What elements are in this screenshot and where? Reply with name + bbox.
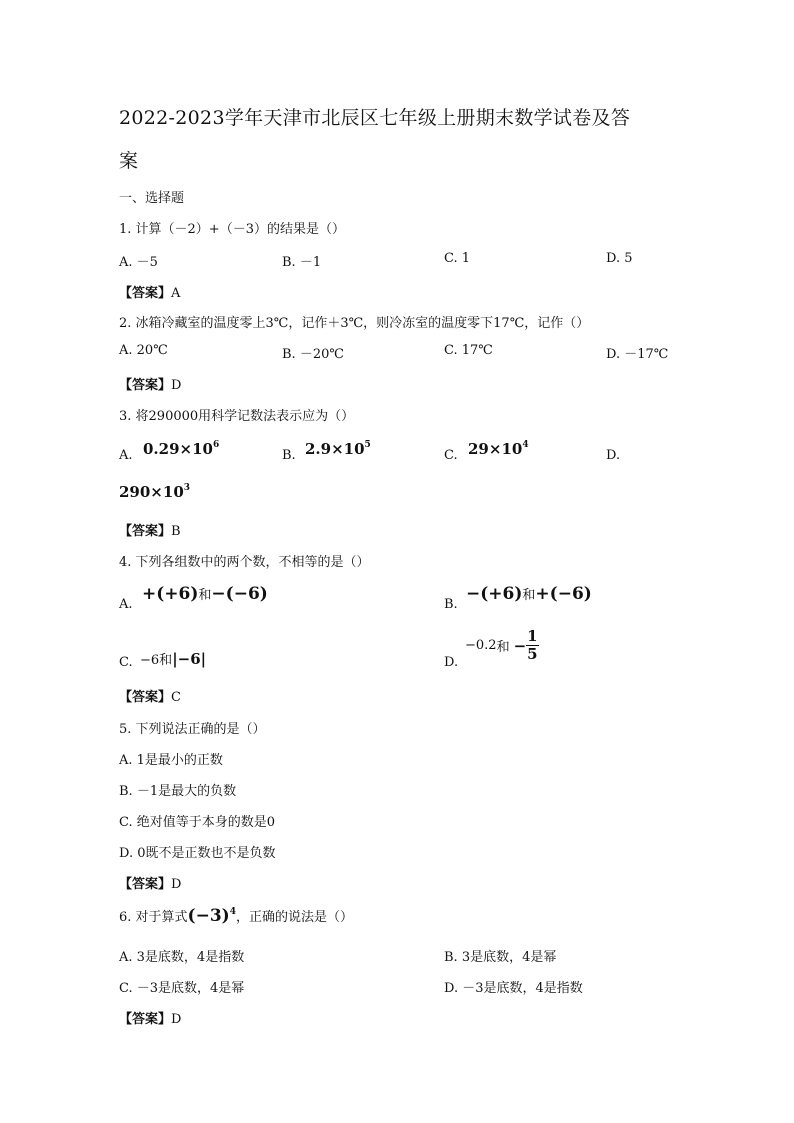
expr-right: −(−6) <box>211 584 268 604</box>
question-4-option-b-expression <box>466 584 592 604</box>
question-5-stem: 5. 下列说法正确的是（） <box>119 722 266 737</box>
document-title-line-1: 2022-2023学年天津市北辰区七年级上册期末数学试卷及答 <box>119 107 631 129</box>
answer-value: D <box>171 877 182 892</box>
answer-label: 【答案】 <box>119 286 172 301</box>
expr-base: 2.9×10 <box>305 440 365 458</box>
fraction-numerator: 1 <box>527 627 538 645</box>
fraction-sign: − <box>513 636 527 655</box>
question-6-option-d: D. －3是底数，4是指数 <box>444 981 583 996</box>
expr-left: −0.2 <box>465 638 497 653</box>
answer-value: C <box>171 690 181 705</box>
expr-exponent: 3 <box>183 483 191 493</box>
fraction <box>526 628 538 663</box>
question-1-option-c: C. 1 <box>444 251 471 266</box>
expr-left: +(+6) <box>142 584 199 604</box>
question-4-option-d-expression <box>465 628 539 663</box>
question-2-option-b: B. －20℃ <box>282 347 344 362</box>
expr-base: (−3) <box>187 906 230 926</box>
question-3-stem: 3. 将290000用科学记数法表示应为（） <box>119 409 355 424</box>
question-2-stem: 2. 冰箱冷藏室的温度零上3℃，记作＋3℃，则冷冻室的温度零下17℃，记作（） <box>119 316 590 331</box>
question-3-option-b-letter: B. <box>282 448 296 463</box>
answer-label: 【答案】 <box>119 690 172 705</box>
expr-base: 0.29×10 <box>143 440 213 458</box>
fraction-denominator: 5 <box>527 645 538 663</box>
question-1-option-a: A. －5 <box>119 255 158 270</box>
conjunction-he: 和 <box>522 588 536 603</box>
question-5-option-d: D. 0既不是正数也不是负数 <box>119 846 276 861</box>
stem-text-after: ，正确的说法是（） <box>235 910 353 925</box>
question-4-option-b-letter: B. <box>444 597 458 612</box>
expr-exponent: 6 <box>212 440 220 450</box>
conjunction-he: 和 <box>496 640 510 655</box>
question-1-option-b: B. －1 <box>282 255 322 270</box>
answer-label: 【答案】 <box>119 378 172 393</box>
expr-right: |−6| <box>172 650 207 668</box>
expr-exponent: 4 <box>522 440 529 450</box>
question-4-option-c-expression <box>140 649 206 668</box>
section-heading: 一、选择题 <box>119 191 185 206</box>
answer-value: D <box>171 378 182 393</box>
expr-base: 29×10 <box>468 440 523 458</box>
question-2-option-a: A. 20℃ <box>119 343 168 358</box>
answer-value: B <box>171 524 181 539</box>
expr-exponent: 5 <box>364 440 371 450</box>
stem-expression <box>188 906 236 926</box>
question-3-option-a-letter: A. <box>119 448 133 463</box>
answer-value: A <box>171 286 181 301</box>
question-1-stem: 1. 计算（－2）+（－3）的结果是（） <box>119 222 345 237</box>
expr-right: +(−6) <box>535 584 592 604</box>
document-title-line-2: 案 <box>119 150 139 172</box>
expr-left: −(+6) <box>466 584 523 604</box>
conjunction-he: 和 <box>198 588 212 603</box>
question-6-option-b: B. 3是底数，4是幂 <box>444 950 557 965</box>
question-5-option-b: B. －1是最大的负数 <box>119 784 237 799</box>
answer-label: 【答案】 <box>119 524 172 539</box>
question-4-option-a-letter: A. <box>119 597 133 612</box>
question-3-answer <box>119 520 181 539</box>
question-5-option-a: A. 1是最小的正数 <box>119 753 223 768</box>
question-6-option-a: A. 3是底数，4是指数 <box>119 950 245 965</box>
question-3-option-b-expression <box>305 440 371 458</box>
question-2-answer <box>119 374 181 393</box>
question-4-option-d-letter: D. <box>444 655 459 670</box>
question-2-option-c: C. 17℃ <box>444 343 493 358</box>
question-3-option-c-letter: C. <box>444 448 458 463</box>
question-5-answer <box>119 873 181 892</box>
question-4-stem: 4. 下列各组数中的两个数，不相等的是（） <box>119 555 370 570</box>
question-2-option-d: D. －17℃ <box>606 347 669 362</box>
question-3-option-a-expression <box>143 440 219 458</box>
question-3-option-d-letter: D. <box>606 448 621 463</box>
question-6-stem <box>119 906 353 926</box>
question-1-answer <box>119 282 180 301</box>
question-5-option-c: C. 绝对值等于本身的数是0 <box>119 815 276 830</box>
question-3-option-c-expression <box>468 440 529 458</box>
expr-left: −6 <box>140 653 160 668</box>
answer-value: D <box>171 1012 182 1027</box>
conjunction-he: 和 <box>159 653 173 668</box>
expr-exponent: 4 <box>229 907 236 917</box>
expr-base: 290×10 <box>119 483 184 501</box>
question-6-answer <box>119 1008 181 1027</box>
question-4-option-a-expression <box>142 584 268 604</box>
stem-text-before: 6. 对于算式 <box>119 910 188 925</box>
answer-label: 【答案】 <box>119 877 172 892</box>
question-4-option-c-letter: C. <box>119 655 133 670</box>
answer-label: 【答案】 <box>119 1012 172 1027</box>
question-1-option-d: D. 5 <box>606 251 633 266</box>
question-6-option-c: C. －3是底数，4是幂 <box>119 981 245 996</box>
question-3-option-d-expression <box>119 483 190 501</box>
question-4-answer <box>119 686 181 705</box>
